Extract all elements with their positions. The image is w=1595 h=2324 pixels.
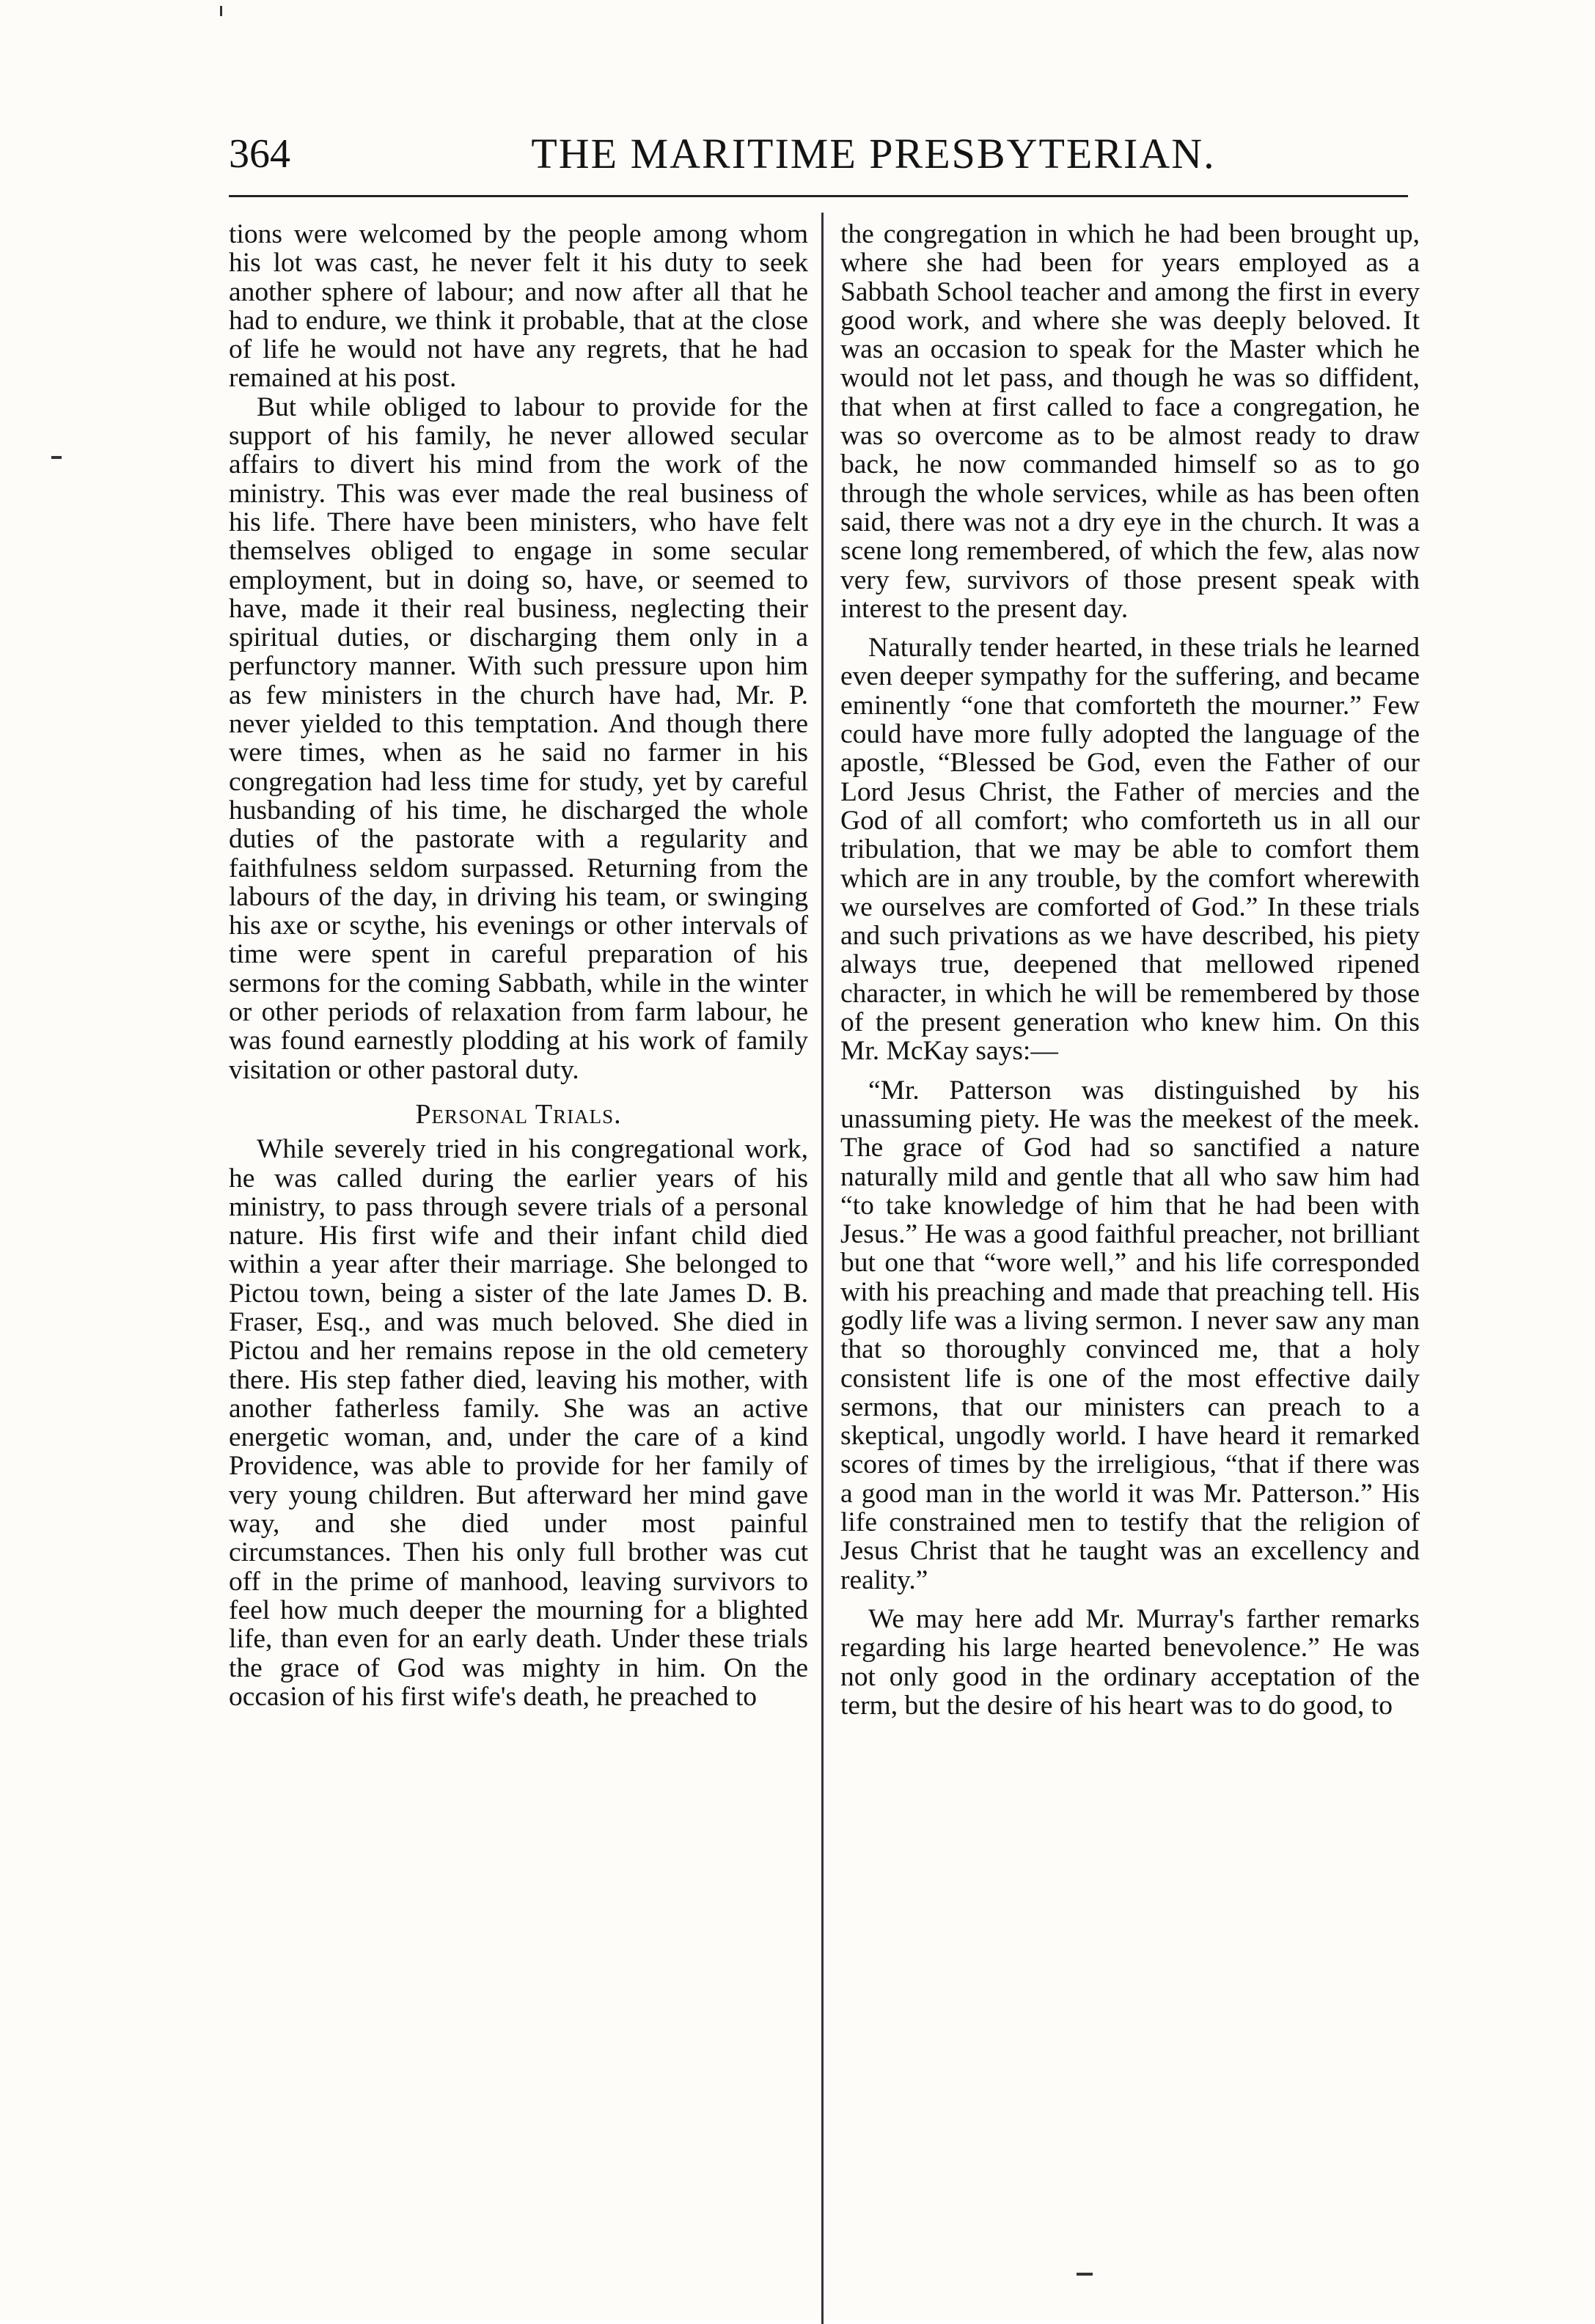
left-paragraph-1: tions were welcomed by the people among whom his lot was cast, he never felt it his duty to seek another sphere of labour; and now after all that he had to endure, we think it probable, that at the close of life he would not have any regrets, that he had remained at his post. <box>229 219 808 394</box>
section-heading-personal-trials: Personal Trials. <box>415 1098 622 1130</box>
left-column <box>229 220 808 1711</box>
right-paragraph-2: Naturally tender hearted, in these trials he learned even deeper sympathy for the suffering, and became eminently “one that comforteth the mourner.” Few could have more fully adopted the language of the apostle, “Blessed be God, even the Father of our Lord Jesus Christ, the Father of mercies and the God of all comfort; who comforteth us in all our tribulation, that we may be able to comfort them which are in any trouble, by the comfort wherewith we ourselves are comforted of God.” In these trials and such privations as we have described, his piety always true, deepened that mellowed ripened character, in which he will be remembered by those of the present generation who knew him. On this Mr. McKay says:— <box>840 633 1420 1067</box>
running-title: THE MARITIME PRESBYTERIAN. <box>531 130 1216 177</box>
print-speck <box>1077 2273 1093 2276</box>
print-speck <box>51 456 62 459</box>
left-paragraph-3: While severely tried in his congregational work, he was called during the earlier years of his ministry, to pass through severe trials of a personal nature. His first wife and their infant child died within a year after their marriage. She belonged to Pictou town, being a sister of the late James D. B. Fraser, Esq., and was much beloved. She died in Pictou and her remains repose in the old cemetery there. His step father died, leaving his mother, with another fatherless family. She was an active energetic woman, and, under the care of a kind Providence, was able to provide for her family of very young children. But afterward her mind gave way, and she died under most painful circumstances. Then his only full brother was cut off in the prime of manhood, leaving survivors to feel how much deeper the mourning for a blighted life, than even for an early death. Under these trials the grace of God was mighty in him. On the occasion of his first wife's death, he preached to <box>229 1134 808 1712</box>
header-rule <box>229 195 1408 197</box>
right-column <box>840 220 1420 1720</box>
right-paragraph-4: We may here add Mr. Murray's farther remarks regarding his large hearted benevolence.” He was not only good in the ordinary acceptation of the term, but the desire of his heart was to do good, to <box>840 1603 1420 1721</box>
column-divider <box>821 213 824 2324</box>
print-speck <box>220 6 222 16</box>
page-header <box>229 125 1408 183</box>
right-paragraph-3-quote: “Mr. Patterson was distinguished by his unassuming piety. He was the meekest of the meek. The grace of God had so sanctified a nature naturally mild and gentle that all who saw him had “to take knowledge of him that he had been with Jesus.” He was a good faithful preacher, not brilliant but one that “wore well,” and his life corresponded with his preaching and made that preaching tell. His godly life was a living sermon. I never saw any man that so thoroughly convinced me, that a holy consistent life is one of the most effective daily sermons, that our ministers can preach to a skeptical, ungodly world. I have heard it remarked scores of times by the irreligious, “that if there was a good man in the world it was Mr. Patterson.” His life constrained men to testify that the religion of Jesus Christ that he taught was an excellency and reality.” <box>840 1075 1420 1595</box>
page-number: 364 <box>229 131 290 177</box>
right-paragraph-1: the congregation in which he had been brought up, where she had been for years employed as a Sabbath School teacher and among the first in every good work, and where she was deeply beloved. It was an occasion to speak for the Master which he would not let pass, and though he was so diffident, that when at first called to face a congregation, he was so overcome as to be almost ready to draw back, he now commanded himself so as to go through the whole services, while as has been often said, there was not a dry eye in the church. It was a scene long remembered, of which the few, alas now very few, survivors of those present speak with interest to the present day. <box>840 219 1420 624</box>
left-paragraph-2: But while obliged to labour to provide for the support of his family, he never allowed secular affairs to divert his mind from the work of the ministry. This was ever made the real business of his life. There have been ministers, who have felt themselves obliged to engage in some secular employment, but in doing so, have, or seemed to have, made it their real business, neglecting their spiritual duties, or discharging them only in a perfunctory manner. With such pressure upon him as few ministers in the church have had, Mr. P. never yielded to this temptation. And though there were times, when as he said no farmer in his congregation had less time for study, yet by careful husbanding of his time, he discharged the whole duties of the pastorate with a regularity and faithfulness seldom surpassed. Returning from the labours of the day, in driving his team, or swinging his axe or scythe, his evenings or other intervals of time were spent in careful preparation of his sermons for the coming Sabbath, while in the winter or other periods of relaxation from farm labour, he was found earnestly plodding at his work of family visitation or other pastoral duty. <box>229 391 808 1085</box>
